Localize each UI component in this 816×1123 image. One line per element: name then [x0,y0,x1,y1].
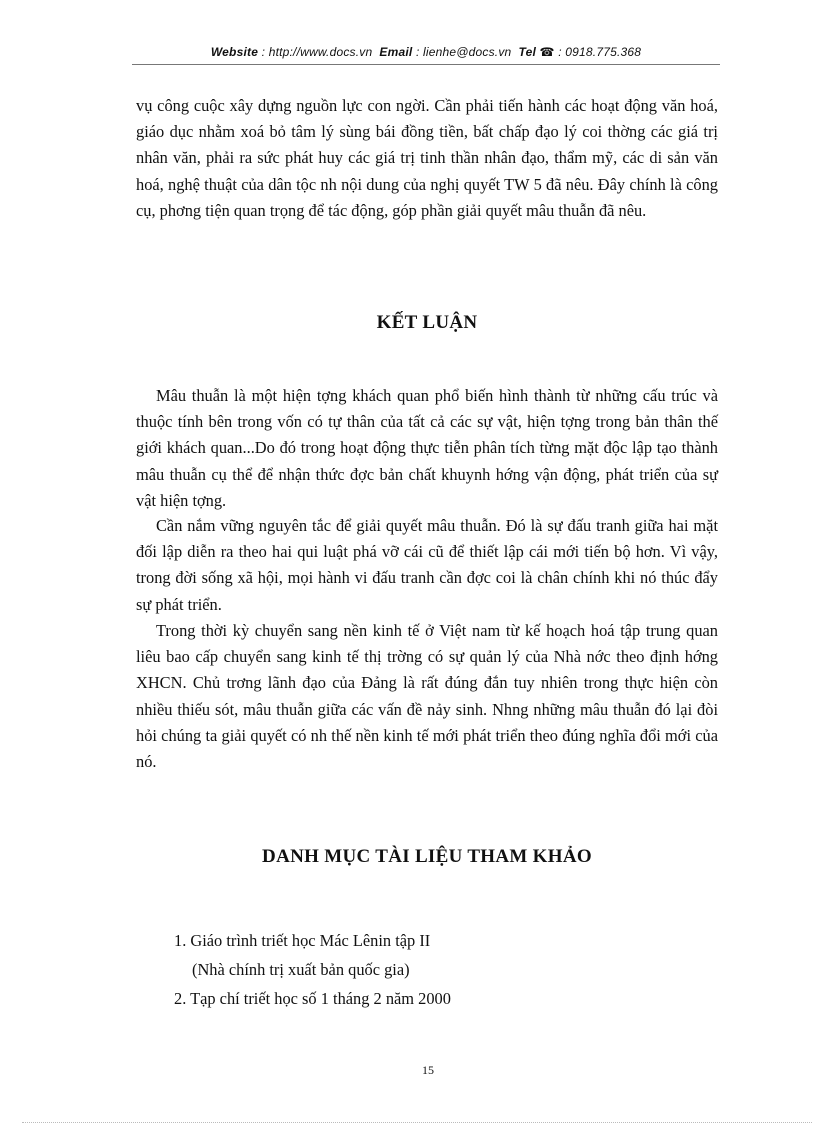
page-header [132,45,720,59]
intro-paragraph: vụ công cuộc xây dựng nguồn lực con ngời. Cần phải tiến hành các hoạt động văn hoá, giáo dục nhằm xoá bỏ tâm lý sùng bái đồng tiền, bất chấp đạo lý coi thờng các giá trị nhân văn, phải ra sức phát huy các giá trị tinh thần nhân đạo, thẩm mỹ, các di sản văn hoá, nghệ thuật của dân tộc nh nội dung của nghị quyết TW 5 đã nêu. Đây chính là công cụ, phơng tiện quan trọng để tác động, góp phần giải quyết mâu thuẫn đã nêu. [136,96,718,220]
conclusion-paragraph-2: Cần nắm vững nguyên tắc để giải quyết mâu thuẫn. Đó là sự đấu tranh giữa hai mặt đối lập diễn ra theo hai qui luật phá vỡ cái cũ để thiết lập cái mới tiến bộ hơn. Vì vậy, trong đời sống xã hội, mọi hành vi đấu tranh cần đợc coi là chân chính khi nó thúc đẩy sự phát triển. [136,516,718,614]
tel-value: : 0918.775.368 [558,45,642,59]
reference-item: 1. Giáo trình triết học Mác Lênin tập II [174,931,431,950]
header-divider [132,64,720,65]
reference-item-note: (Nhà chính trị xuất bản quốc gia) [192,960,410,979]
website-value: : http://www.docs.vn [261,45,373,59]
page-number: 15 [422,1063,434,1077]
website-label: Website [210,45,259,59]
conclusion-paragraph-1: Mâu thuẫn là một hiện tợng khách quan phổ biến hình thành từ những cấu trúc và thuộc tính bên trong vốn có tự thân của tất cả các sự vật, hiện tợng trong bản thân thế giới khách quan...Do đó trong hoạt động thực tiễn phân tích từng mặt độc lập tạo thành mâu thuẫn cụ thể để nhận thức đợc bản chất khuynh hớng vận động, phát triển của sự vật hiện tợng. [136,386,718,510]
email-value: : lienhe@docs.vn [415,45,512,59]
tel-label: Tel ☎ [518,45,555,59]
references-heading: DANH MỤC TÀI LIỆU THAM KHẢO [262,846,592,867]
reference-list [174,926,694,1013]
conclusion-heading: KẾT LUẬN [376,312,478,333]
email-label: Email [379,45,413,59]
conclusion-paragraph-3: Trong thời kỳ chuyển sang nền kinh tế ở Việt nam từ kế hoạch hoá tập trung quan liêu bao cấp chuyển sang kinh tế thị trờng có sự quản lý của Nhà nớc theo định hớng XHCN. Chủ trơng lãnh đạo của Đảng là rất đúng đắn tuy nhiên trong thực hiện còn nhiều thiếu sót, mâu thuẫn giữa các vấn đề nảy sinh. Nhng những mâu thuẫn đó lại đòi hỏi chúng ta giải quyết có nh thế nền kinh tế mới phát triển theo đúng nghĩa đổi mới của nó. [136,621,718,772]
reference-item: 2. Tạp chí triết học số 1 tháng 2 năm 2000 [174,989,451,1008]
